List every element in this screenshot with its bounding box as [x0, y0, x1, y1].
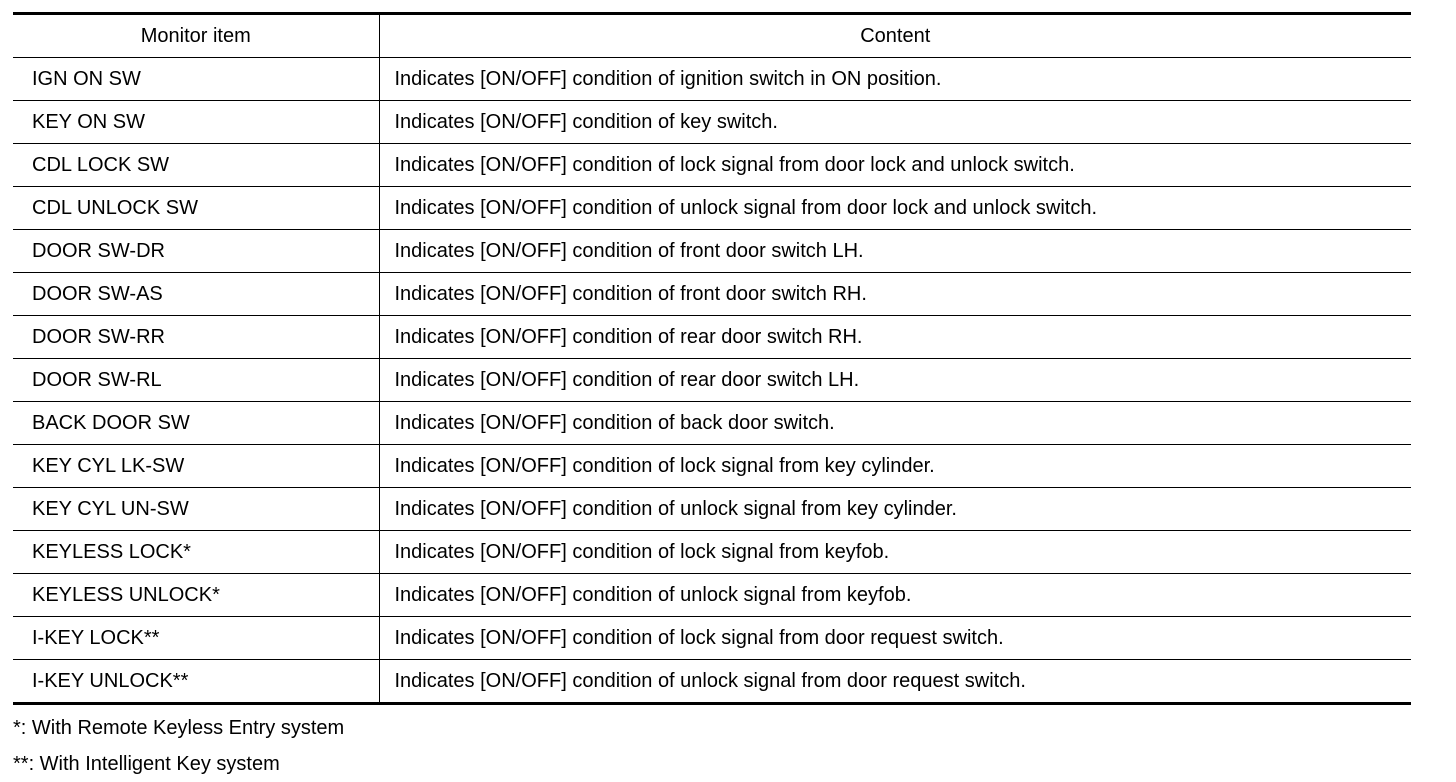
content-cell: Indicates [ON/OFF] condition of lock signal from key cylinder. [379, 445, 1411, 488]
content-cell: Indicates [ON/OFF] condition of unlock signal from key cylinder. [379, 488, 1411, 531]
monitor-item-cell: IGN ON SW [13, 58, 379, 101]
monitor-item-cell: DOOR SW-DR [13, 230, 379, 273]
monitor-item-table [13, 12, 1411, 705]
monitor-item-cell: DOOR SW-RL [13, 359, 379, 402]
table-row [13, 273, 1411, 316]
table-row [13, 445, 1411, 488]
table-row [13, 316, 1411, 359]
content-cell: Indicates [ON/OFF] condition of ignition switch in ON position. [379, 58, 1411, 101]
table-row [13, 617, 1411, 660]
table-row [13, 402, 1411, 445]
monitor-item-cell: DOOR SW-RR [13, 316, 379, 359]
content-cell: Indicates [ON/OFF] condition of key switch. [379, 101, 1411, 144]
monitor-item-cell: KEY CYL LK-SW [13, 445, 379, 488]
footnote: *: With Remote Keyless Entry system [13, 717, 345, 739]
monitor-item-cell: CDL UNLOCK SW [13, 187, 379, 230]
table-row [13, 187, 1411, 230]
content-cell: Indicates [ON/OFF] condition of unlock signal from door request switch. [394, 670, 1026, 692]
header-monitor-item: Monitor item [13, 14, 379, 58]
monitor-item-cell: KEY ON SW [13, 101, 379, 144]
content-cell: Indicates [ON/OFF] condition of lock signal from door request switch. [379, 617, 1411, 660]
table-header-row [13, 14, 1411, 58]
monitor-item-cell: I-KEY UNLOCK** [13, 660, 379, 704]
monitor-item-cell: DOOR SW-AS [13, 273, 379, 316]
table-row [13, 660, 1411, 704]
document-page [13, 12, 1411, 782]
footnotes [13, 710, 1411, 782]
content-cell: Indicates [ON/OFF] condition of unlock signal from door lock and unlock switch. [379, 187, 1411, 230]
monitor-item-cell: BACK DOOR SW [13, 402, 379, 445]
table-row [13, 574, 1411, 617]
table-row [13, 531, 1411, 574]
monitor-item-cell: KEYLESS UNLOCK* [13, 574, 379, 617]
footnote: **: With Intelligent Key system [13, 753, 280, 775]
table-row [13, 359, 1411, 402]
table-row [13, 58, 1411, 101]
monitor-item-cell: KEY CYL UN-SW [13, 488, 379, 531]
table-row [13, 230, 1411, 273]
monitor-item-cell: I-KEY LOCK** [13, 617, 379, 660]
table-row [13, 144, 1411, 187]
table-body [13, 58, 1411, 704]
content-cell: Indicates [ON/OFF] condition of unlock signal from keyfob. [379, 574, 1411, 617]
content-cell: Indicates [ON/OFF] condition of front door switch RH. [379, 273, 1411, 316]
monitor-item-cell: CDL LOCK SW [13, 144, 379, 187]
content-cell: Indicates [ON/OFF] condition of lock signal from keyfob. [379, 531, 1411, 574]
table-row [13, 488, 1411, 531]
content-cell: Indicates [ON/OFF] condition of lock signal from door lock and unlock switch. [379, 144, 1411, 187]
monitor-item-cell: KEYLESS LOCK* [13, 531, 379, 574]
content-cell: Indicates [ON/OFF] condition of front door switch LH. [379, 230, 1411, 273]
header-content: Content [379, 14, 1411, 58]
content-cell: Indicates [ON/OFF] condition of back door switch. [379, 402, 1411, 445]
table-row [13, 101, 1411, 144]
content-cell: Indicates [ON/OFF] condition of rear door switch RH. [379, 316, 1411, 359]
content-cell: Indicates [ON/OFF] condition of rear door switch LH. [379, 359, 1411, 402]
